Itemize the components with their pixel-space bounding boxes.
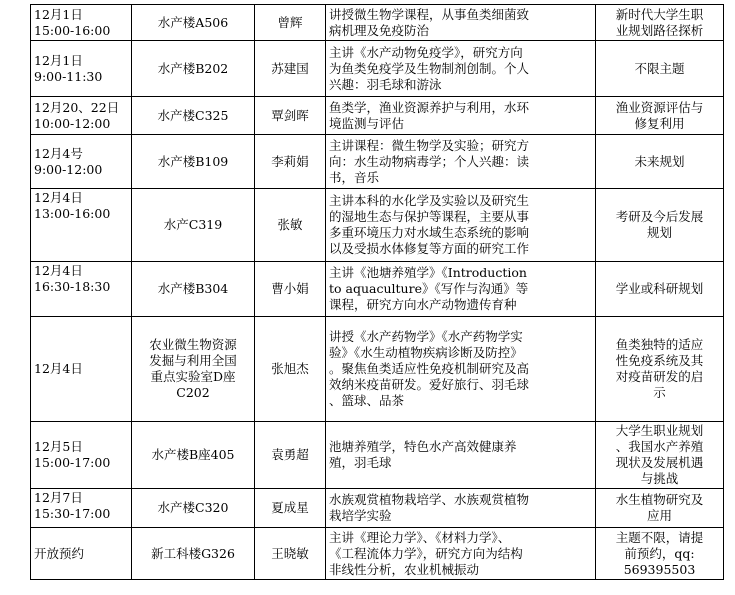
topic-cell-line: 鱼类独特的适应 (615, 337, 704, 352)
location-cell (132, 262, 255, 317)
description-cell-line: 主讲课程：微生物学及实验；研究方 (329, 137, 530, 153)
time-cell-line: 12月4日 (34, 190, 83, 205)
topic-cell-line: 学业或科研规划 (615, 281, 704, 296)
teacher-cell-text: 张旭杰 (271, 361, 309, 376)
description-cell (326, 189, 596, 262)
topic-cell-line: 现状及发展机遇 (615, 455, 704, 470)
description-cell (326, 528, 596, 580)
description-cell-line: 主讲《池塘养殖学》《Introduction (329, 265, 527, 280)
teacher-cell (255, 422, 326, 489)
description-cell-line: 主讲《水产动物免疫学》，研究方向 (329, 44, 523, 60)
location-cell-line: 水产楼B109 (157, 153, 229, 169)
topic-cell-line: 不限主题 (634, 60, 685, 76)
time-cell (31, 489, 132, 528)
topic-cell-line: 水生植物研究及 (615, 492, 704, 507)
topic-cell (596, 135, 724, 189)
time-cell (31, 135, 132, 189)
time-cell-line: 15:00-16:00 (34, 22, 111, 38)
location-cell-line: 水产楼B304 (157, 281, 229, 296)
description-cell (326, 41, 596, 97)
description-cell-line: 主讲《理论力学》、《材料力学》、 (329, 529, 511, 545)
table-row (31, 5, 724, 41)
description-cell (326, 489, 596, 528)
teacher-cell-text: 李莉娟 (271, 153, 309, 169)
description-cell-line: 讲授《水产药物学》《水产药物学实 (329, 329, 523, 344)
teacher-cell-text: 袁勇超 (271, 447, 309, 462)
teacher-cell-text: 苏建国 (271, 60, 309, 76)
teacher-cell (255, 5, 326, 41)
teacher-cell (255, 97, 326, 135)
teacher-cell-text: 张敏 (277, 217, 303, 232)
schedule-table (30, 4, 724, 580)
topic-cell-line: 规划 (646, 225, 672, 240)
teacher-cell (255, 189, 326, 262)
description-cell-line: 讲授微生物学课程，从事鱼类细菌致 (329, 6, 530, 22)
description-cell-line: 验》《水生动植物疾病诊断及防控》 (329, 345, 523, 360)
topic-cell-line: 对疫苗研发的启 (615, 369, 704, 384)
time-cell-line: 15:00-17:00 (34, 455, 111, 470)
time-cell-line: 12月1日 (34, 52, 83, 68)
table-row (31, 189, 724, 262)
table-row (31, 528, 724, 580)
time-cell-line: 12月4日 (34, 361, 83, 376)
table-row (31, 489, 724, 528)
topic-cell-line: 大学生职业规划 (615, 423, 704, 438)
schedule-body (31, 5, 724, 580)
description-cell-line: 《工程流体力学》，研究方向为结构 (329, 545, 523, 561)
teacher-cell (255, 317, 326, 422)
table-row (31, 317, 724, 422)
location-cell (132, 317, 255, 422)
description-cell-line: 为鱼类免疫学及生物制剂创制。个人 (329, 60, 530, 76)
topic-cell-line: 未来规划 (634, 153, 685, 169)
location-cell-line: 水产C319 (163, 217, 223, 232)
description-cell-line: 以及受损水体修复等方面的研究工作 (329, 241, 530, 256)
time-cell-line: 16:30-18:30 (34, 279, 111, 294)
topic-cell (596, 422, 724, 489)
description-cell-line: 池塘养殖学，特色水产高效健康养 (329, 439, 517, 454)
location-cell-line: 水产楼C325 (157, 107, 229, 123)
description-cell-line: 非线性分析，农业机械振动 (329, 561, 480, 577)
time-cell-line: 开放预约 (34, 545, 85, 561)
time-cell-line: 12月7日 (34, 490, 83, 505)
location-cell (132, 489, 255, 528)
location-cell (132, 41, 255, 97)
description-cell-line: 课程，研究方向水产动物遗传育种 (329, 297, 517, 312)
description-cell-line: 多重环境压力对水域生态系统的影响 (329, 225, 530, 240)
topic-cell (596, 5, 724, 41)
location-cell-line: 水产楼A506 (157, 14, 229, 30)
teacher-cell (255, 262, 326, 317)
description-cell (326, 317, 596, 422)
time-cell (31, 5, 132, 41)
topic-cell-line: 示 (653, 385, 666, 400)
description-cell-line: 殖，羽毛球 (329, 455, 392, 470)
topic-cell (596, 189, 724, 262)
location-cell (132, 97, 255, 135)
topic-cell-line: 修复利用 (634, 115, 685, 131)
table-row (31, 422, 724, 489)
teacher-cell (255, 135, 326, 189)
topic-cell (596, 317, 724, 422)
description-cell-line: 栽培学实验 (329, 508, 392, 523)
table-row (31, 41, 724, 97)
time-cell (31, 422, 132, 489)
topic-cell-line: 569395503 (623, 561, 696, 577)
time-cell-line: 9:00-11:30 (34, 68, 103, 84)
description-cell-line: 书，音乐 (329, 169, 380, 185)
location-cell (132, 135, 255, 189)
time-cell-line: 12月4日 (34, 263, 83, 278)
topic-cell (596, 97, 724, 135)
description-cell-line: 病机理及免疫防治 (329, 22, 430, 38)
description-cell (326, 262, 596, 317)
table-row (31, 262, 724, 317)
time-cell-line: 12月4号 (34, 145, 83, 161)
teacher-cell (255, 41, 326, 97)
location-cell-line: 新工科楼G326 (151, 545, 235, 561)
location-cell-line: 水产楼B座405 (151, 447, 235, 462)
topic-cell-line: 渔业资源评估与 (615, 99, 704, 115)
description-cell (326, 422, 596, 489)
description-cell-line: 境监测与评估 (329, 115, 405, 131)
description-cell-line: 的湿地生态与保护等课程，主要从事 (329, 209, 530, 224)
location-cell-line: C202 (176, 385, 210, 400)
topic-cell (596, 489, 724, 528)
description-cell-line: 。聚焦鱼类适应性免疫机制研究及高 (329, 361, 530, 376)
location-cell-line: 重点实验室D座 (150, 369, 236, 384)
topic-cell-line: 新时代大学生职 (615, 6, 704, 22)
teacher-cell-text: 曾辉 (277, 14, 303, 30)
description-cell (326, 97, 596, 135)
description-cell (326, 5, 596, 41)
location-cell-line: 发掘与利用全国 (149, 353, 237, 368)
teacher-cell-text: 覃剑晖 (271, 107, 309, 123)
description-cell-line: 水族观赏植物栽培学、水族观赏植物 (329, 492, 530, 507)
time-cell (31, 262, 132, 317)
time-cell (31, 528, 132, 580)
topic-cell-line: 主题不限，请提 (615, 529, 704, 545)
time-cell (31, 189, 132, 262)
time-cell-line: 15:30-17:00 (34, 506, 111, 521)
topic-cell (596, 262, 724, 317)
description-cell-line: to aquaculture》《写作与沟通》等 (329, 281, 529, 296)
location-cell (132, 528, 255, 580)
topic-cell-line: 与挑战 (640, 471, 679, 486)
location-cell (132, 422, 255, 489)
topic-cell-line: 、我国水产养殖 (615, 439, 704, 454)
description-cell-line: 向：水生动物病毒学；个人兴趣：读 (329, 153, 530, 169)
location-cell (132, 189, 255, 262)
topic-cell (596, 41, 724, 97)
location-cell (132, 5, 255, 41)
time-cell-line: 12月1日 (34, 6, 83, 22)
time-cell (31, 97, 132, 135)
description-cell-line: 鱼类学，渔业资源养护与利用，水环 (329, 99, 530, 115)
topic-cell-line: 考研及今后发展 (615, 209, 704, 224)
teacher-cell-text: 王晓敏 (271, 545, 309, 561)
topic-cell-line: 前预约，qq: (624, 545, 695, 561)
teacher-cell (255, 489, 326, 528)
teacher-cell (255, 528, 326, 580)
description-cell-line: 效纳米疫苗研发。爱好旅行、羽毛球 (329, 377, 530, 392)
teacher-cell-text: 曹小娟 (271, 281, 309, 296)
time-cell-line: 9:00-12:00 (34, 161, 103, 177)
location-cell-line: 农业微生物资源 (149, 337, 237, 352)
topic-cell-line: 应用 (646, 508, 672, 523)
description-cell-line: 兴趣：羽毛球和游泳 (329, 76, 442, 92)
time-cell-line: 13:00-16:00 (34, 206, 111, 221)
topic-cell-line: 性免疫系统及其 (615, 353, 704, 368)
time-cell (31, 317, 132, 422)
teacher-cell-text: 夏成星 (271, 500, 309, 515)
description-cell-line: 主讲本科的水化学及实验以及研究生 (329, 193, 530, 208)
description-cell (326, 135, 596, 189)
time-cell-line: 10:00-12:00 (34, 115, 111, 131)
location-cell-line: 水产楼B202 (157, 60, 229, 76)
time-cell-line: 12月5日 (34, 439, 83, 454)
table-row (31, 135, 724, 189)
topic-cell-line: 业规划路径探析 (615, 22, 704, 38)
table-row (31, 97, 724, 135)
time-cell (31, 41, 132, 97)
time-cell-line: 12月20、22日 (34, 99, 120, 115)
location-cell-line: 水产楼C320 (157, 500, 229, 515)
topic-cell (596, 528, 724, 580)
description-cell-line: 、篮球、品茶 (329, 393, 405, 408)
